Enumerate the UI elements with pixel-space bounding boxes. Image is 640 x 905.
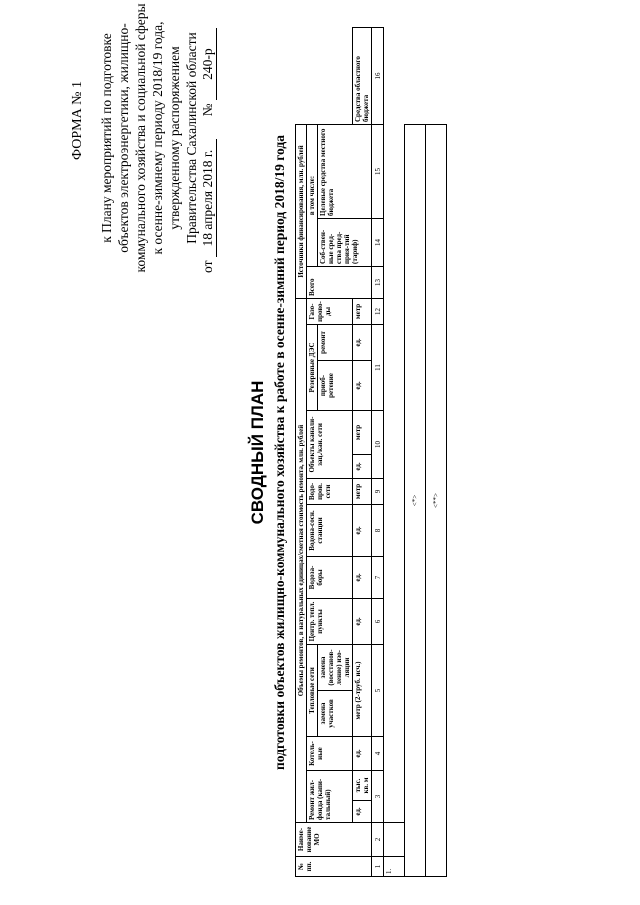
- document-title: СВОДНЫЙ ПЛАН: [248, 380, 267, 525]
- column-number: 8: [372, 505, 384, 557]
- date-prefix: от: [200, 260, 215, 273]
- approval-date: 18 апреля 2018 г.: [200, 139, 217, 257]
- header-heat-replace-insulation: замена (восстанов-ление) изо-ляции: [318, 645, 353, 691]
- header-num: № пп.: [296, 857, 372, 877]
- header-regional-budget: Средства областного бюджета: [353, 28, 372, 125]
- column-number: 14: [372, 219, 384, 267]
- form-number: ФОРМА № 1: [70, 80, 85, 160]
- unit-cell: ед.: [353, 505, 372, 557]
- header-central-points: Центр. тепл. пункты: [307, 599, 353, 645]
- column-number: 2: [372, 823, 384, 857]
- unit-cell: метр: [353, 479, 372, 505]
- unit-cell: ед.: [353, 737, 372, 771]
- approval-line: к осенне-зимнему периоду 2018/19 года,: [150, 21, 165, 255]
- column-number: 6: [372, 599, 384, 645]
- header-mo: Наиме-нование МО: [296, 823, 372, 857]
- approval-number: 240-р: [200, 28, 217, 100]
- unit-cell: метр (2-труб. исч.): [353, 645, 372, 737]
- footnote-row: <*>: [405, 125, 426, 877]
- column-number: 15: [372, 125, 384, 219]
- approval-line: объектов электроэнергетики, жилищно-: [116, 23, 131, 253]
- column-number: 3: [372, 771, 384, 823]
- approval-line: к Плану мероприятий по подготовке: [99, 33, 114, 243]
- column-number: 5: [372, 645, 384, 737]
- unit-cell: ед.: [353, 599, 372, 645]
- approval-line: коммунального хозяйства и социальной сферы: [133, 3, 148, 273]
- header-sewer: Объекты канали-зац./кан. сети: [307, 411, 353, 479]
- column-number: 1: [372, 857, 384, 877]
- header-reserve-des: Резервные ДЭС: [307, 325, 318, 411]
- header-own-funds: Соб-ствен-ные сред-ства пред-прия-тий (тариф): [318, 219, 372, 267]
- document-subtitle: подготовки объектов жилищно-коммунального хозяйства к работе в осенне-зимний период 2018/19 года: [272, 135, 287, 770]
- header-reserve-acquire: приоб-ретение: [318, 361, 353, 411]
- column-number: 10: [372, 411, 384, 479]
- header-boilers: Котель-ные: [307, 737, 353, 771]
- approval-date-line: [200, 28, 217, 273]
- unit-cell: метр: [353, 411, 372, 455]
- header-gas-pipes: Газо-прово-ды: [307, 299, 353, 325]
- column-number: 11: [372, 325, 384, 411]
- header-water-network: Водо-пров. сети: [307, 479, 353, 505]
- unit-cell: ед.: [353, 557, 372, 599]
- footnote-row: <**>: [426, 125, 447, 877]
- column-number: 9: [372, 479, 384, 505]
- row-number: 1.: [384, 857, 405, 877]
- header-water-intake: Водоза-боры: [307, 557, 353, 599]
- column-number: 13: [372, 267, 384, 299]
- column-number: 4: [372, 737, 384, 771]
- header-heat-networks: Тепловые сети: [307, 645, 318, 737]
- header-target-local: Целевые средства местного бюджета: [318, 125, 372, 219]
- approval-line: Правительства Сахалинской области: [184, 32, 199, 244]
- header-volumes: Объемы ремонтов, в натуральных единицах/сметная стоимость ремонта, млн. рублей: [296, 299, 307, 823]
- approval-line: утвержденному распоряжением: [167, 46, 182, 230]
- unit-cell: метр: [353, 299, 372, 325]
- header-funding: Источники финансирования, млн. рублей: [296, 125, 307, 299]
- unit-cell: ед.: [353, 325, 372, 361]
- header-total: Всего: [307, 267, 372, 299]
- unit-cell: ед.: [353, 455, 372, 479]
- header-reserve-repair: ремонт: [318, 325, 353, 361]
- summary-plan-table: [295, 27, 447, 877]
- column-number: 7: [372, 557, 384, 599]
- column-number: 16: [372, 28, 384, 125]
- header-water-pumping: Водона-сосн. станции: [307, 505, 353, 557]
- header-housing: Ремонт жил-фонда (капи-тальный): [307, 771, 353, 823]
- unit-cell: ед.: [353, 801, 372, 823]
- number-sign: №: [200, 103, 215, 117]
- unit-cell: тыс. кв. м: [353, 771, 372, 801]
- column-number: 12: [372, 299, 384, 325]
- approval-block: [98, 3, 200, 273]
- unit-cell: ед.: [353, 361, 372, 411]
- header-including: в том числе:: [307, 125, 318, 267]
- header-heat-replace-sections: замена участков: [318, 691, 353, 737]
